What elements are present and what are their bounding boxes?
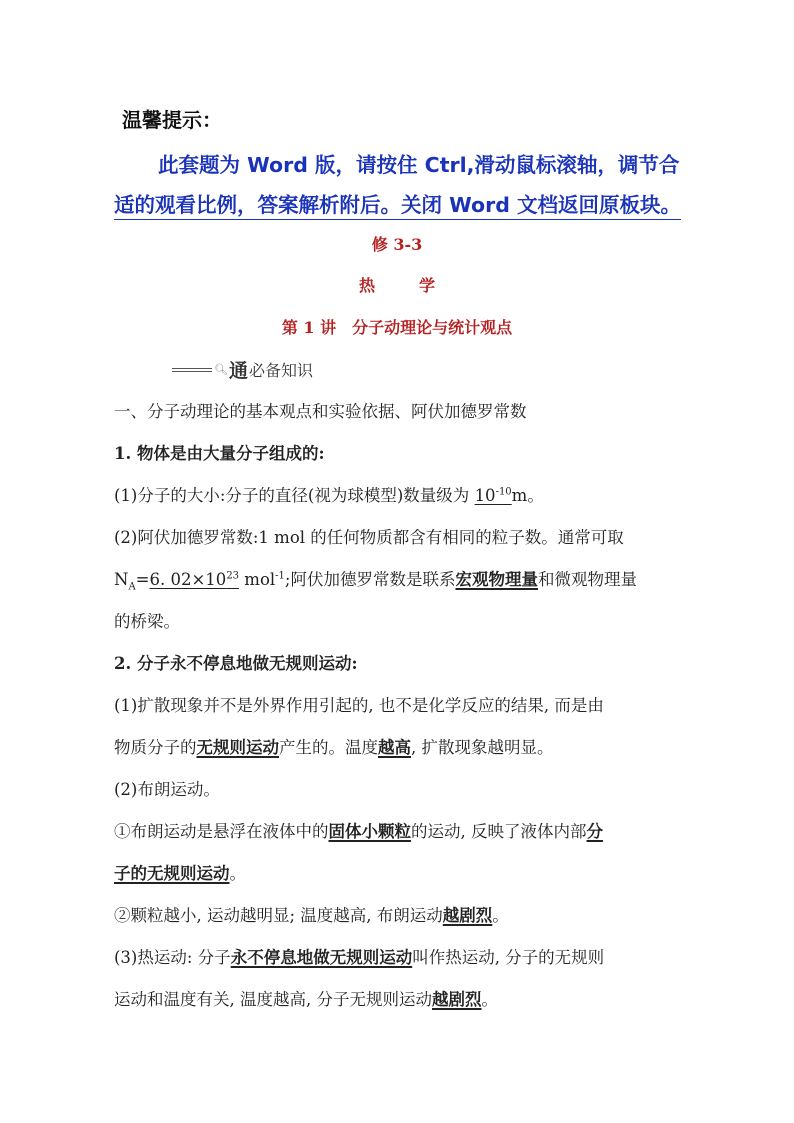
- paragraph-brownian: (2)布朗运动。: [114, 780, 220, 799]
- paragraph-thermal: [114, 944, 604, 968]
- paragraph-diffusion-cont: [114, 734, 554, 758]
- exponent: -10: [495, 486, 512, 498]
- paragraph-avogadro-value: [114, 566, 637, 593]
- point-2: 2. 分子永不停息地做无规则运动:: [114, 654, 358, 673]
- blank-answer: 无规则运动: [196, 738, 279, 757]
- paragraph-brownian-1: [114, 818, 603, 842]
- topic-char-2: 学: [418, 276, 435, 295]
- topic-title: [0, 273, 794, 296]
- exponent: 23: [226, 570, 240, 582]
- point-1: 1. 物体是由大量分子组成的:: [114, 444, 325, 463]
- blank-answer: 永不停息地做无规则运动: [230, 948, 413, 967]
- text: m。: [511, 486, 544, 505]
- text: 10: [474, 486, 496, 505]
- text: 。: [229, 864, 246, 883]
- magnifier-icon: 🔍︎: [214, 363, 228, 376]
- section-tong-glyph: 通: [228, 360, 248, 382]
- paragraph-thermal-cont: [114, 986, 498, 1010]
- text: 产生的。温度: [279, 738, 378, 757]
- blank-answer: 固体小颗粒: [328, 822, 411, 841]
- text: mol: [239, 570, 276, 589]
- section-heading: [172, 356, 313, 383]
- paragraph-avogadro: (2)阿伏加德罗常数:1 mol 的任何物质都含有相同的粒子数。通常可取: [114, 528, 624, 547]
- text: 。: [492, 906, 509, 925]
- blank-answer: 越剧烈: [442, 906, 493, 925]
- subscript: A: [128, 581, 136, 593]
- paragraph-diffusion: (1)扩散现象并不是外界作用引起的, 也不是化学反应的结果, 而是由: [114, 696, 604, 715]
- text: 和微观物理量: [537, 570, 637, 589]
- text: N: [114, 570, 129, 589]
- blank-answer: 子的无规则运动: [114, 864, 230, 883]
- blank-answer: 宏观物理量: [455, 570, 538, 589]
- text: ①布朗运动是悬浮在液体中的: [114, 822, 329, 841]
- text: ;阿伏加德罗常数是联系: [284, 570, 456, 589]
- value-avogadro: [150, 570, 240, 589]
- heading-1: 一、分子动理论的基本观点和实验依据、阿伏加德罗常数: [114, 402, 527, 421]
- blank-answer: 越高: [378, 738, 411, 757]
- text: ②颗粒越小, 运动越明显; 温度越高, 布朗运动: [114, 906, 443, 925]
- topic-char-1: 热: [358, 276, 375, 295]
- tip-line-2: [114, 188, 681, 220]
- text: =: [135, 570, 150, 589]
- paragraph-brownian-2: [114, 902, 509, 926]
- text: 物质分子的: [114, 738, 197, 757]
- tip-line-2-text: 适的观看比例，答案解析附后。关闭 Word 文档返回原板块。: [114, 193, 682, 217]
- exponent: -1: [275, 570, 285, 582]
- text: 的运动, 反映了液体内部: [411, 822, 587, 841]
- text: 6. 02×10: [149, 570, 227, 589]
- tip-title: 温馨提示：: [122, 108, 222, 132]
- blank-answer: 越剧烈: [431, 990, 482, 1009]
- text: 叫作热运动, 分子的无规则: [412, 948, 605, 967]
- lecture-title: 第 1 讲 分子动理论与统计观点: [281, 318, 513, 337]
- module-title: 修 3-3: [371, 235, 423, 254]
- text: , 扩散现象越明显。: [411, 738, 554, 757]
- section-divider: [172, 368, 212, 372]
- paragraph-size: [114, 482, 544, 506]
- paragraph-bridge: 的桥梁。: [114, 612, 180, 631]
- text: (3)热运动: 分子: [114, 948, 231, 967]
- text: (1)分子的大小:分子的直径(视为球模型)数量级为: [114, 486, 475, 505]
- value-diameter: [475, 486, 512, 505]
- text: 。: [481, 990, 498, 1009]
- paragraph-brownian-1-cont: [114, 860, 246, 884]
- tip-line-1: 此套题为 Word 版，请按住 Ctrl,滑动鼠标滚轴，调节合: [158, 153, 680, 177]
- text: 运动和温度有关, 温度越高, 分子无规则运动: [114, 990, 432, 1009]
- section-label: 必备知识: [248, 361, 313, 380]
- blank-answer: 分: [586, 822, 603, 841]
